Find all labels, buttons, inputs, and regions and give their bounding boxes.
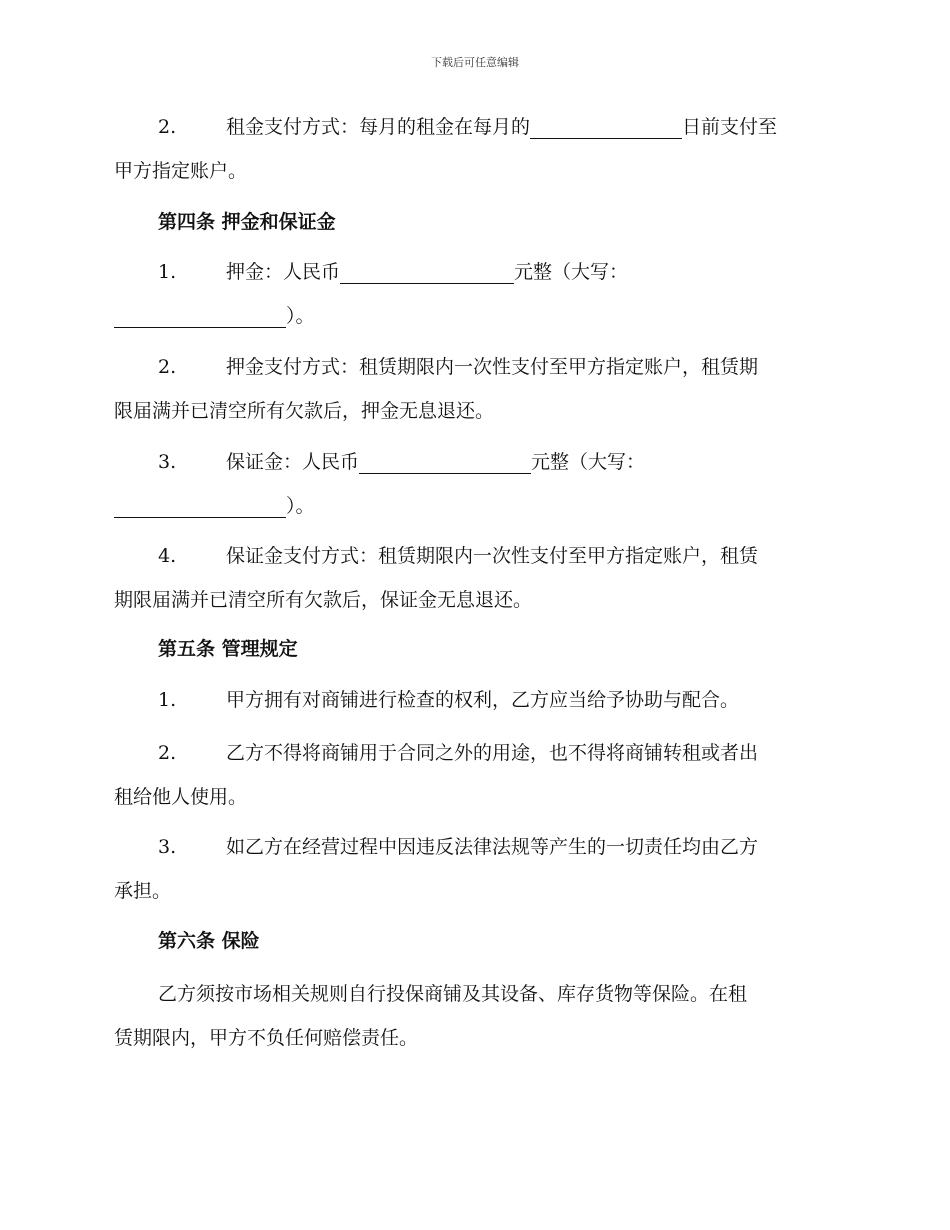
liability-clause [114, 825, 834, 913]
clause-text: 保证金：人民币 [226, 451, 360, 473]
clause-text: 保证金支付方式：租赁期限内一次性支付至甲方指定账户，租赁 [226, 545, 759, 567]
clause-number: 3. [158, 836, 177, 858]
blank-deposit-amount[interactable] [340, 257, 514, 284]
page-header: 下载后可任意编辑 [431, 56, 519, 69]
clause-continuation: 承担。 [114, 880, 172, 902]
guarantee-payment-clause [114, 534, 834, 622]
clause-text-mid: 元整（大写： [514, 261, 629, 283]
article-6-heading: 第六条 保险 [158, 930, 260, 952]
clause-continuation: 甲方指定账户。 [114, 160, 248, 182]
usage-clause [114, 731, 834, 819]
clause-text-end: ）。 [286, 305, 315, 327]
clause-number: 2. [158, 742, 177, 764]
deposit-payment-clause [114, 345, 834, 433]
rent-payment-clause [114, 105, 834, 193]
blank-guarantee-amount[interactable] [359, 447, 531, 474]
guarantee-clause [114, 440, 834, 528]
clause-text: 租金支付方式：每月的租金在每月的 [226, 116, 531, 138]
clause-text: 押金支付方式：租赁期限内一次性支付至甲方指定账户，租赁期 [226, 356, 759, 378]
clause-number: 1. [158, 261, 177, 283]
clause-number: 2. [158, 116, 177, 138]
clause-text-end: ）。 [286, 495, 315, 517]
clause-number: 1. [158, 689, 177, 711]
clause-continuation: 限届满并已清空所有欠款后，押金无息退还。 [114, 400, 495, 422]
paragraph-continuation: 赁期限内，甲方不负任何赔偿责任。 [114, 1027, 419, 1049]
clause-text-tail: 日前支付至 [682, 116, 778, 138]
blank-deposit-capital[interactable] [114, 301, 286, 328]
clause-text: 乙方不得将商铺用于合同之外的用途，也不得将商铺转租或者出 [226, 742, 759, 764]
clause-number: 3. [158, 451, 177, 473]
clause-number: 4. [158, 545, 177, 567]
blank-guarantee-capital[interactable] [114, 491, 286, 518]
insurance-paragraph [114, 972, 834, 1060]
clause-continuation: 期限届满并已清空所有欠款后，保证金无息退还。 [114, 589, 533, 611]
article-5-heading: 第五条 管理规定 [158, 638, 298, 660]
paragraph-line: 乙方须按市场相关规则自行投保商铺及其设备、库存货物等保险。在租 [158, 983, 748, 1005]
clause-text-mid: 元整（大写： [531, 451, 646, 473]
clause-text: 如乙方在经营过程中因违反法律法规等产生的一切责任均由乙方 [226, 836, 759, 858]
clause-text: 押金：人民币 [226, 261, 341, 283]
blank-payment-day[interactable] [530, 112, 682, 139]
clause-text: 甲方拥有对商铺进行检查的权利，乙方应当给予协助与配合。 [226, 689, 740, 711]
deposit-clause [114, 250, 834, 338]
inspection-clause [114, 678, 834, 722]
clause-number: 2. [158, 356, 177, 378]
article-4-heading: 第四条 押金和保证金 [158, 211, 336, 233]
clause-continuation: 租给他人使用。 [114, 786, 248, 808]
